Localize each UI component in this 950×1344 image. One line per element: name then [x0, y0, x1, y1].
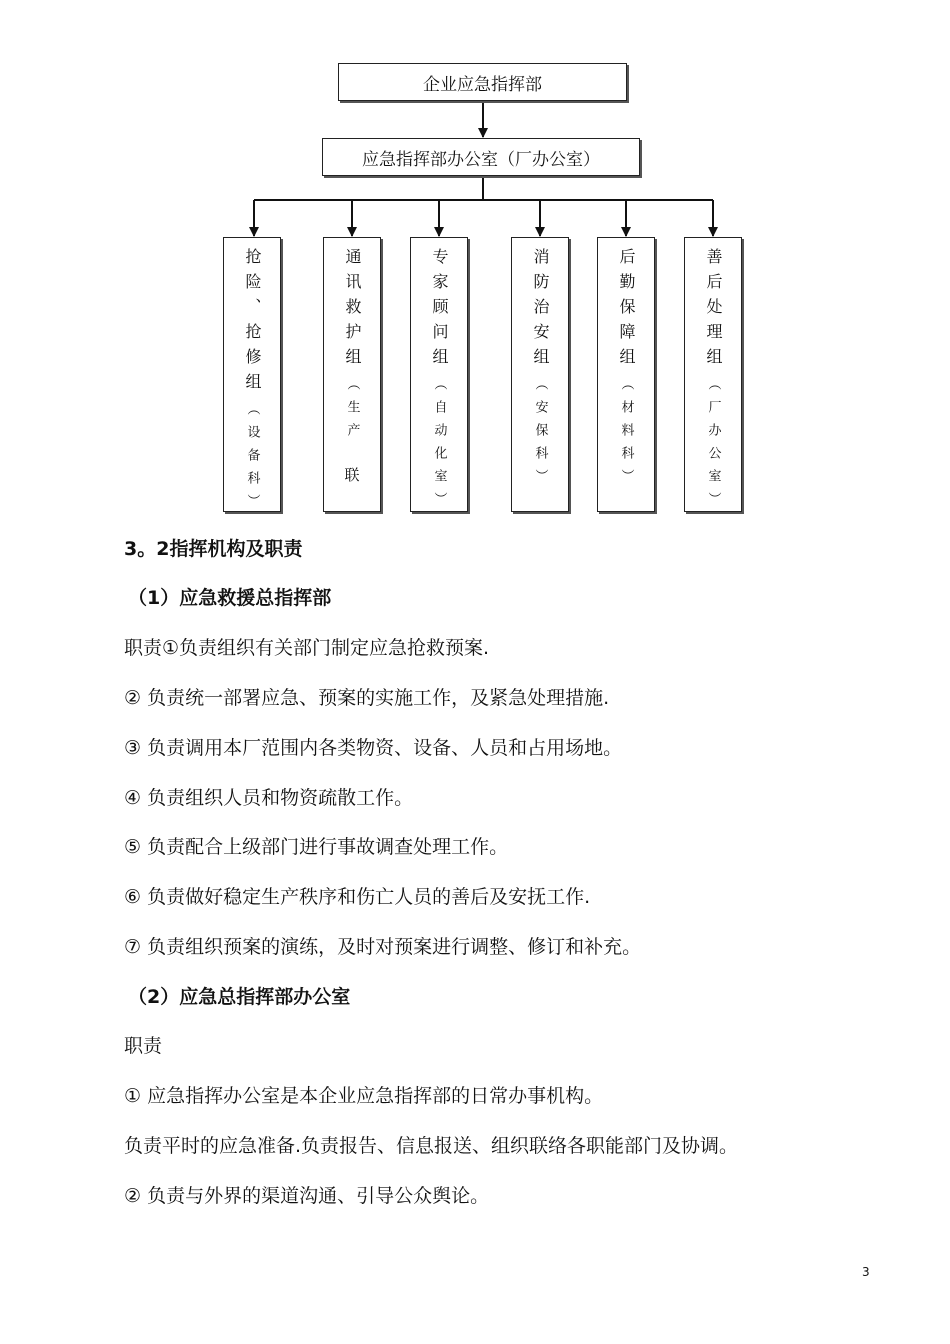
org-top-label: 企业应急指挥部	[423, 74, 542, 95]
duty-line: ⑤ 负责配合上级部门进行事故调查处理工作。	[124, 836, 509, 858]
office-duty-line: 职责	[124, 1035, 163, 1057]
duty-line: ② 负责统一部署应急、预案的实施工作，及紧急处理措施.	[124, 687, 610, 709]
duty-line: ③ 负责调用本厂范围内各类物资、设备、人员和占用场地。	[124, 737, 623, 759]
group-note: （材料科）	[618, 377, 634, 492]
org-group-5	[597, 237, 655, 512]
group-name: 善后处理组	[704, 248, 723, 373]
group-name: 消防治安组	[531, 248, 550, 373]
group-name: 抢险、抢修组	[243, 248, 262, 398]
sub-heading-1: （1）应急救援总指挥部	[128, 587, 332, 609]
section-heading: 3。2指挥机构及职责	[124, 538, 303, 560]
org-group-2	[323, 237, 381, 512]
group-note: （生产	[344, 377, 360, 446]
page-number: 3	[862, 1265, 870, 1279]
org-office-label: 应急指挥部办公室（厂办公室）	[362, 149, 600, 170]
group-name: 专家顾问组	[430, 248, 449, 373]
group-name: 后勤保障组	[617, 248, 636, 373]
org-office-box	[322, 138, 640, 176]
group-extra: 联	[344, 466, 360, 484]
duty-line: 职责①负责组织有关部门制定应急抢救预案.	[124, 637, 490, 659]
group-note: （自动化室）	[431, 377, 447, 515]
office-duty-line: 负责平时的应急准备.负责报告、信息报送、组织联络各职能部门及协调。	[124, 1135, 739, 1157]
group-name: 通讯救护组	[343, 248, 362, 373]
org-top-box	[338, 63, 627, 101]
org-group-3	[410, 237, 468, 515]
org-group-6	[684, 237, 742, 515]
group-note: （安保科）	[532, 377, 548, 492]
duty-line: ⑦ 负责组织预案的演练，及时对预案进行调整、修订和补充。	[124, 936, 642, 958]
group-note: （厂办公室）	[705, 377, 721, 515]
sub-heading-2: （2）应急总指挥部办公室	[128, 986, 351, 1008]
org-group-1	[223, 237, 281, 517]
office-duty-line: ② 负责与外界的渠道沟通、引导公众舆论。	[124, 1185, 490, 1207]
duty-line: ④ 负责组织人员和物资疏散工作。	[124, 787, 414, 809]
office-duty-line: ① 应急指挥办公室是本企业应急指挥部的日常办事机构。	[124, 1085, 604, 1107]
duty-line: ⑥ 负责做好稳定生产秩序和伤亡人员的善后及安抚工作.	[124, 886, 591, 908]
org-group-4	[511, 237, 569, 512]
group-note: （设备科）	[244, 402, 260, 517]
